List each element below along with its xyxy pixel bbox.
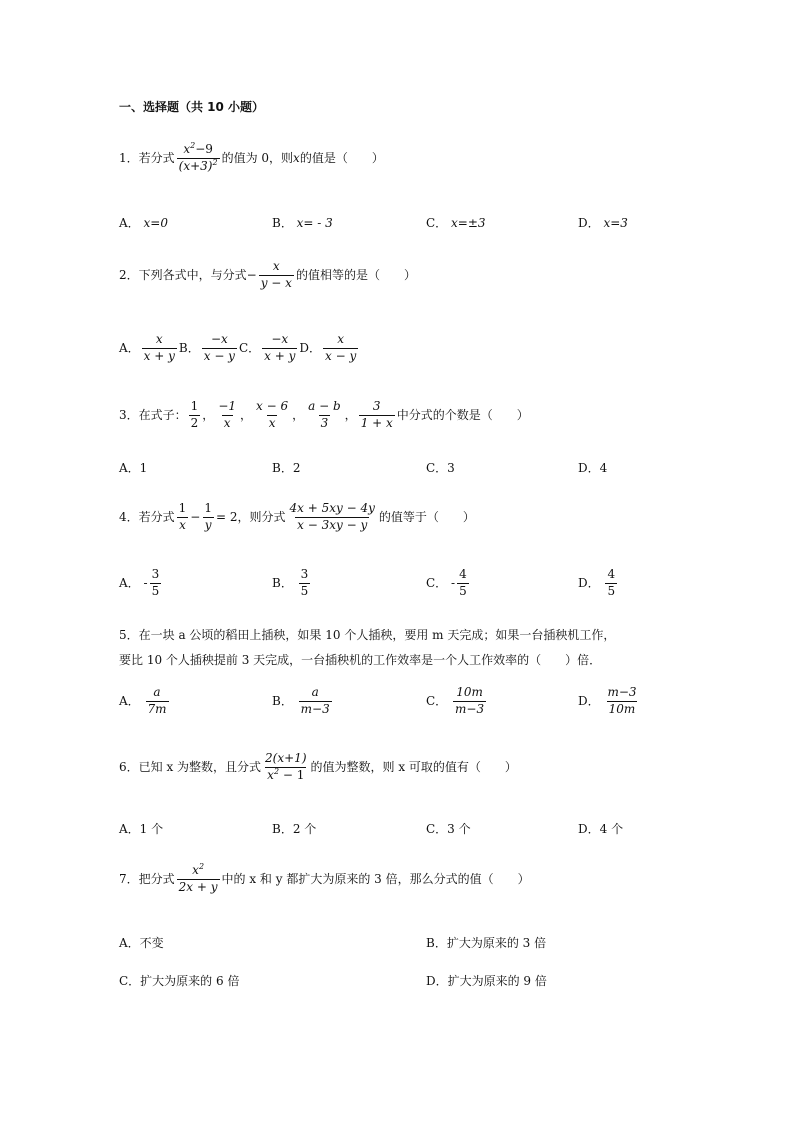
q7-option-d: D．扩大为原来的 9 倍	[426, 974, 547, 988]
q2-options: A． $\frac{x}{x + y}$ B． $\frac{-x}{x - y}$ C． $\frac{-x}{x + y}$ D． $\frac{x}{x - y}$	[119, 332, 357, 363]
question-7: 7．把分式 $\frac{x^2}{2x + y}$ 中的 x 和 y 都扩大为原来的 3 倍，那么分式的值（ ）	[119, 862, 530, 894]
q1-option-c: C． x=±3	[426, 216, 486, 230]
q1-option-d: D． x=3	[578, 216, 628, 230]
section-title: 一、选择题（共 10 小题）	[119, 100, 265, 114]
q1-option-a: A． x=0	[119, 216, 168, 230]
q7-option-a: A．不变	[119, 936, 164, 950]
question-1: 1．若分式 $\frac{x^2-9}{(x+3)^2}$ 的值为 0，则x的值是（ ）	[119, 141, 384, 173]
question-4: 4．若分式 $\frac{1}{x}$ − $\frac{1}{y}$ = 2，则分式 $\frac{4x + 5xy - 4y}{x - 3xy - y}$ 的值等于（ ）	[119, 501, 475, 532]
q1-option-b: B． x= - 3	[272, 216, 333, 230]
q7-option-b: B．扩大为原来的 3 倍	[426, 936, 547, 950]
question-5-line-1: 5．在一块 a 公顷的稻田上插秧，如果 10 个人插秧，要用 m 天完成；如果一台插秧机工作，	[119, 628, 616, 642]
q4-option-d: D． $\frac{4}{5}$	[578, 567, 616, 598]
q3-option-d: D．4	[578, 461, 608, 475]
question-5-line-2: 要比 10 个人插秧提前 3 天完成，一台插秧机的工作效率是一个人工作效率的（ ）倍．	[119, 653, 602, 667]
q3-option-a: A．1	[119, 461, 148, 475]
q6-option-b: B．2 个	[272, 822, 317, 836]
q6-option-a: A．1 个	[119, 822, 164, 836]
q4-option-b: B． $\frac{3}{5}$	[272, 567, 309, 598]
q4-option-c: C． - $\frac{4}{5}$	[426, 567, 467, 598]
q5-option-d: D． $\frac{m-3}{10m}$	[578, 685, 637, 716]
fraction: $\frac{x}{y - x}$	[260, 259, 292, 290]
q6-option-d: D．4 个	[578, 822, 624, 836]
q6-option-c: C．3 个	[426, 822, 471, 836]
question-2: 2．下列各式中，与分式− $\frac{x}{y - x}$ 的值相等的是（ ）	[119, 259, 416, 290]
q5-option-a: A． $\frac{a}{7m}$	[119, 685, 167, 716]
question-3: 3．在式子： $\frac{1}{2}$ ， $\frac{-1}{x}$ ， $\frac{x - 6}{x}$ ， $\frac{a - b}{3}$ ， $\frac{3}{1 + x}$ 中分式的个数是（ ）	[119, 399, 529, 430]
q5-option-b: B． $\frac{a}{m-3}$	[272, 685, 330, 716]
q3-option-b: B．2	[272, 461, 301, 475]
q3-option-c: C．3	[426, 461, 455, 475]
q5-option-c: C． $\frac{10m}{m-3}$	[426, 685, 485, 716]
question-6: 6．已知 x 为整数，且分式 $\frac{2(x+1)}{x^2 - 1}$ 的值为整数，则 x 可取的值有（ ）	[119, 751, 517, 782]
fraction: $\frac{x^2-9}{(x+3)^2}$	[178, 141, 218, 173]
q4-option-a: A． - $\frac{3}{5}$	[119, 567, 160, 598]
q7-option-c: C．扩大为原来的 6 倍	[119, 974, 240, 988]
